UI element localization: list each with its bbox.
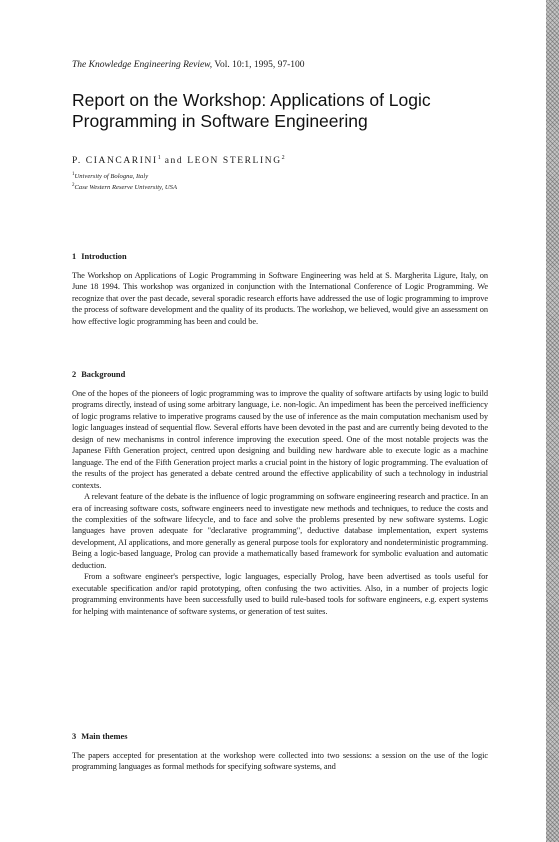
affiliation-text: Case Western Reserve University, USA — [74, 184, 177, 192]
affiliation-mark: 1 — [157, 155, 161, 161]
section-heading-background — [72, 369, 125, 380]
affiliation — [72, 181, 492, 192]
section-number: 3 — [72, 732, 77, 741]
journal-name: The Knowledge Engineering Review, — [72, 60, 213, 70]
paragraph: The Workshop on Applications of Logic Programming in Software Engineering was held at S. Margherita Ligure, Italy, on June 18 1994. This workshop was organized in conjunction with the International Conference of Logic Programming. We recognize that over the past decade, several sporadic research efforts have addressed the use of logic programming to improve the process of software development and the quality of its products. The workshop, we believed, would give an assessment on how effective logic programming has been and could be. — [72, 271, 488, 326]
section-number: 2 — [72, 370, 77, 379]
paragraph: From a software engineer's perspective, logic languages, especially Prolog, have been advertised as tools useful for executable specification and/or rapid prototyping, often confusing the two activities. Also, in a number of projects logic programming environments have been successfully used to build rule-based tools for software engineers, e.g. expert systems for helping with maintenance of software systems, or generation of test suites. — [72, 572, 488, 616]
section-body-introduction — [72, 270, 488, 327]
author-line — [72, 155, 492, 166]
affiliation-mark: 2 — [281, 155, 285, 161]
scan-edge-strip — [546, 0, 559, 842]
journal-reference — [72, 59, 492, 71]
section-title: Introduction — [81, 252, 127, 261]
section-body-background — [72, 388, 488, 617]
section-number: 1 — [72, 252, 77, 261]
affiliations — [72, 170, 492, 192]
paragraph: The papers accepted for presentation at the workshop were collected into two sessions: a session on the use of the logic programming languages as formal methods for specifying software systems, and — [72, 751, 488, 772]
affiliation — [72, 170, 492, 181]
author-name: P. CIANCARINI — [72, 156, 158, 167]
paragraph: One of the hopes of the pioneers of logic programming was to improve the quality of software artifacts by using logic to build programs directly, instead of using some arbitrary language, i.e. non-logic. An impediment has been the perceived inefficiency of logic programs relative to imperative programs caused by the use of inference as the main computation mechanism used by logic languages instead of sequential flow. Several efforts have been devoted in the past and are currently being devoted to the design of new mechanisms in control inference improving the execution speed. One of the most notable projects was the Japanese Fifth Generation project, centred upon designing and building new hardware able to execute logic as a machine language. The end of the Fifth Generation project marks a crucial point in the history of logic programming. The evaluation of the results of the project has generated a debate centred around the effective applicability of such a technology in industrial contexts. — [72, 389, 488, 490]
section-heading-main-themes — [72, 731, 127, 742]
affiliation-mark: 1 — [72, 172, 75, 177]
section-body-main-themes — [72, 750, 488, 773]
paper-title: Report on the Workshop: Applications of Logic Programming in Software Engineering — [72, 90, 431, 131]
author-conjunction: and — [164, 156, 184, 167]
section-title: Background — [81, 370, 126, 379]
section-title: Main themes — [81, 732, 128, 741]
section-heading-introduction — [72, 251, 127, 262]
paragraph: A relevant feature of the debate is the influence of logic programming on software engineering research and practice. In an era of increasing software costs, software engineers need to investigate new methods and techniques, to reduce the costs and the complexities of the software lifecycle, and to face and solve the problems presented by new software systems. Logic languages have proven adequate for "declarative programming", deductive database implementation, expert systems development, AI applications, and more generally as general purpose tools for exploratory and nondeterministic programming. Being a logic-based language, Prolog can provide a mathematically based framework for symbolic evaluation and automatic deduction. — [72, 492, 488, 570]
affiliation-mark: 2 — [72, 183, 75, 189]
affiliation-text: University of Bologna, Italy — [74, 173, 149, 181]
journal-citation: Vol. 10:1, 1995, 97-100 — [214, 60, 305, 70]
author-name: LEON STERLING — [187, 156, 282, 167]
